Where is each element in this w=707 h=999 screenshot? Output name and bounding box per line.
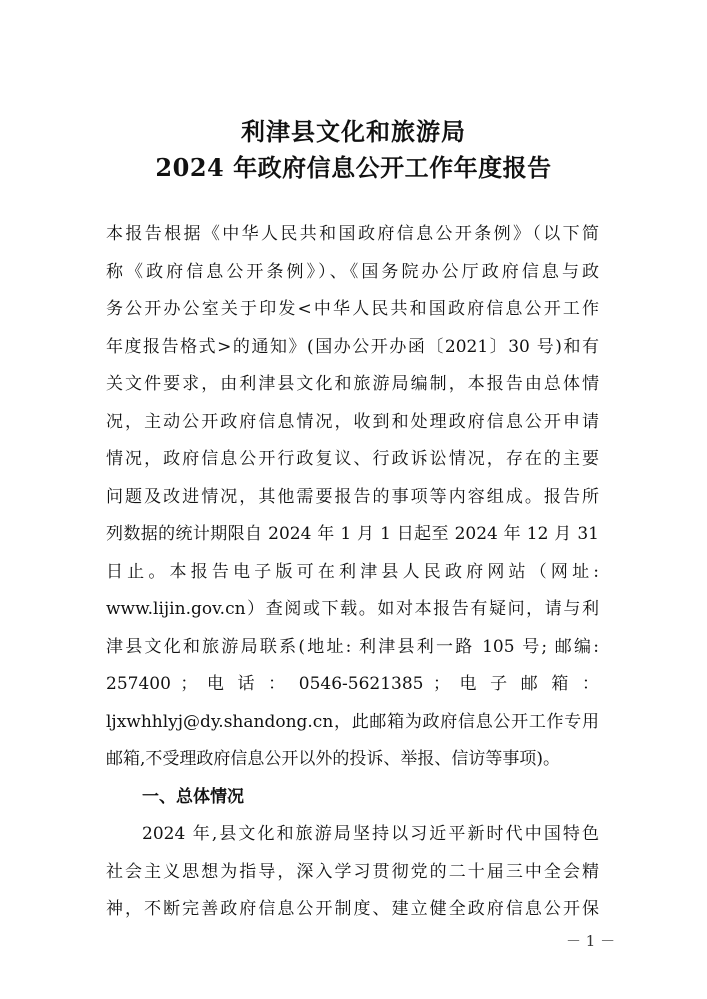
intro-line: 邮箱,不受理政府信息公开以外的投诉、举报、信访等事项)。 [106,749,561,769]
intro-line: 问题及改进情况，其他需要报告的事项等内容组成。报告所 [106,486,599,507]
document-title-line2: 2024 年政府信息公开工作年度报告 [155,153,552,182]
intro-line: 日止。本报告电子版可在利津县人民政府网站（网址: [106,561,599,582]
intro-line: 津县文化和旅游局联系(地址: 利津县利一路 105 号; 邮编: [106,636,599,657]
intro-line: 257400 ； 电 话 ： 0546-5621385 ； 电 子 邮 箱 ： [106,674,599,694]
intro-line: www.lijin.gov.cn）查阅或下载。如对本报告有疑问，请与利 [106,599,599,619]
intro-line: 本报告根据《中华人民共和国政府信息公开条例》（以下简 [106,224,599,244]
intro-line: 情况，政府信息公开行政复议、行政诉讼情况，存在的主要 [106,449,599,469]
page-number: － 1 － [566,932,616,950]
intro-line: 况，主动公开政府信息情况，收到和处理政府信息公开申请 [106,411,599,432]
intro-line: 列数据的统计期限自 2024 年 1 月 1 日起至 2024 年 12 月 31 [106,524,599,544]
section1-line: 2024 年,县文化和旅游局坚持以习近平新时代中国特色 [142,824,599,844]
document-body [106,216,599,929]
intro-line: 称《政府信息公开条例》）、《国务院办公厅政府信息与政 [106,261,599,282]
intro-line: ljxwhhlyj@dy.shandong.cn，此邮箱为政府信息公开工作专用 [106,711,599,732]
intro-line: 年度报告格式>的通知》(国办公开办函〔2021〕30 号)和有 [106,336,599,357]
document-title-line1: 利津县文化和旅游局 [241,117,466,146]
section1-line: 神，不断完善政府信息公开制度、建立健全政府信息公开保 [106,899,599,919]
section-heading: 一、总体情况 [142,786,244,807]
section1-line: 社会主义思想为指导，深入学习贯彻党的二十届三中全会精 [106,861,599,882]
intro-line: 务公开办公室关于印发<中华人民共和国政府信息公开工作 [106,299,599,319]
intro-line: 关文件要求，由利津县文化和旅游局编制，本报告由总体情 [106,374,599,394]
